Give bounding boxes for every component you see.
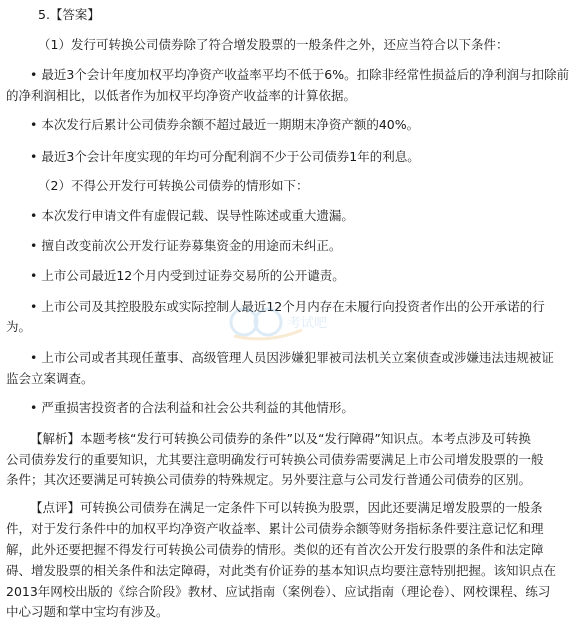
analysis-line2: 公司债券发行的重要知识，尤其要注意明确发行可转换公司债券需要满足上市公司增发股票的一般 [6,452,544,467]
analysis-line3: 条件；其次还要满足可转换公司债券的特殊规定。另外要注意与公司发行普通公司债券的区别。 [6,472,532,487]
site-watermark-logo [228,300,338,346]
part2-bullet3: • 上市公司最近12个月内受到过证券交易所的公开谴责。 [30,268,345,283]
part2-bullet2: • 擅自改变前次公开发行证券募集资金的用途而未纠正。 [30,238,342,253]
part1-bullet3: • 最近3个会计年度实现的年均可分配利润不少于公司债券1年的利息。 [30,149,420,164]
part1-bullet1-line2: 的净利润相比，以低者作为加权平均净资产收益率的计算依据。 [6,88,357,103]
comment-line2: 件，对于发行条件中的加权平均净资产收益率、累计公司债券余额等财务指标条件要注意记忆和理 [6,521,544,536]
comment-line3: 解，此外还要把握不得发行可转换公司债券的情形。类似的还有首次公开发行股票的条件和法定障 [6,542,544,557]
analysis-line1: 【解析】本题考核“发行可转换公司债券的条件”以及“发行障碍”知识点。本考点涉及可转换 [30,431,531,446]
part1-bullet1-line1: • 最近3个会计年度加权平均净资产收益率平均不低于6%。扣除非经常性损益后的净利润与扣除前 [30,67,570,82]
part1-bullet2: • 本次发行后累计公司债券余额不超过最近一期期末净资产额的40%。 [30,117,420,132]
part2-bullet6: • 严重损害投资者的合法利益和社会公共利益的其他情形。 [30,400,354,415]
part1-intro: （1）发行可转换公司债券除了符合增发股票的一般条件之外，还应当符合以下条件： [38,37,509,52]
part2-bullet4-line2: 为。 [6,319,32,334]
part2-bullet4-line1: • 上市公司及其控股股东或实际控制人最近12个月内存在未履行向投资者作出的公开承诺的行 [30,299,545,314]
comment-line4: 碍、增发股票的相关条件和法定障碍，对此类有价证券的基本知识点均要注意特别把握。该知识点在 [6,563,557,578]
comment-line5: 2013年网校出版的《综合阶段》教材、应试指南（案例卷）、应试指南（理论卷）、网校课程、练习 [6,584,551,599]
part2-bullet1: • 本次发行申请文件有虚假记载、误导性陈述或重大遗漏。 [30,208,354,223]
comment-line1: 【点评】可转换公司债券在满足一定条件下可以转换为股票，因此还要满足增发股票的一般条 [30,500,543,515]
part2-bullet5-line1: • 上市公司或者其现任董事、高级管理人员因涉嫌犯罪被司法机关立案侦查或涉嫌违法违规被证 [30,350,554,365]
comment-line6: 中心习题和掌中宝均有涉及。 [6,604,169,619]
part2-bullet5-line2: 监会立案调查。 [6,371,94,386]
answer-heading: 5.【答案】 [38,7,100,22]
part2-intro: （2）不得公开发行可转换公司债券的情形如下： [38,178,309,193]
watermark-text: 考试吧 [288,316,328,331]
